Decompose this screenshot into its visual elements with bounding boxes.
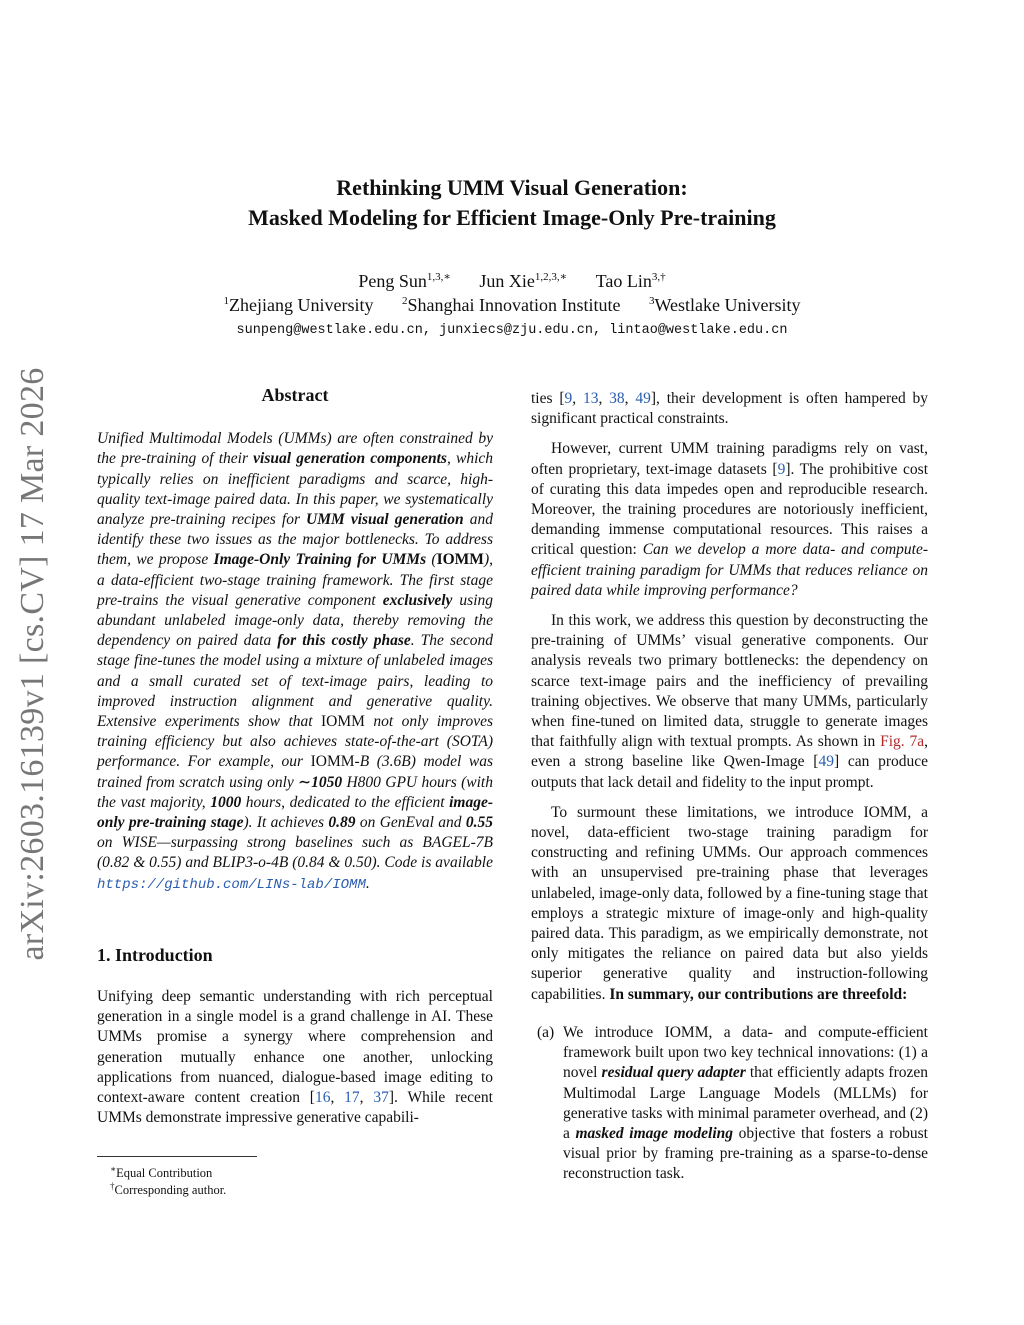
left-column bbox=[97, 385, 493, 1129]
citation-link[interactable]: 13 bbox=[582, 390, 599, 407]
research-question: Can we develop a more data- and compute-efficient training paradigm for UMMs that reduces reliance on paired data while improving performance? bbox=[531, 541, 929, 599]
figure-reference-link[interactable]: Fig. 7a bbox=[880, 733, 925, 751]
affiliation-2: $^2$Shanghai Innovation Institute bbox=[401, 295, 621, 315]
author-1: Peng Sun$^{1,3,∗}$ bbox=[358, 271, 451, 291]
intro-paragraph-3: In this work, we address this question by deconstructing the pre-training of UMMs’ visual generative components. Our analysis reveals two primary bottlenecks: the dependency on scarce text-image pairs and the inefficiency of prevailing training objectives. We observe that many UMMs, particularly when fine-tuned on limited data, struggle to generate images that faithfully align with textual prompts. As shown in Fig. 7a, even a strong baseline like Qwen-Image [49] can produce outputs that lack detail and fidelity to the input prompt. bbox=[531, 612, 929, 791]
introduction-paragraph-1: Unifying deep semantic understanding with rich perceptual generation in a single model is a grand challenge in AI. These UMMs promise a synergy where comprehension and generation mutually enhance one another, unlocking applications from nuanced, dialogue-based image editing to context-aware content creation [16, 17, 37]. While recent UMMs demonstrate impressive generative capabili- bbox=[97, 988, 493, 1127]
contribution-label: (a) bbox=[537, 1023, 555, 1041]
citation-link[interactable]: 38 bbox=[609, 390, 625, 407]
citation-link[interactable]: 49 bbox=[818, 753, 834, 771]
intro-paragraph-4: To surmount these limitations, we introduce IOMM, a novel, data-efficient two-stage training paradigm for constructing and refining UMMs. Our approach commences with an unsupervised pre-training phase that leverages unlabeled, image-only data, followed by a fine-tuning stage that employs a strategic mixture of image-only and high-quality paired data. This paradigm, as we empirically demonstrate, not only mitigates the reliance on paired data but also yields superior generative quality and instruction-following capabilities. In summary, our contributions are threefold: bbox=[531, 803, 929, 1003]
citation-link[interactable]: 9 bbox=[564, 390, 573, 407]
affiliation-1: $^1$Zhejiang University bbox=[223, 295, 374, 315]
footnote-corresponding-author: †Corresponding author. bbox=[110, 1181, 227, 1198]
abstract-heading: Abstract bbox=[261, 385, 329, 405]
contribution-item-a bbox=[531, 1023, 928, 1185]
citation-link[interactable]: 16 bbox=[314, 1089, 331, 1107]
author-emails: sunpeng@westlake.edu.cn, junxiecs@zju.edu.cn, lintao@westlake.edu.cn bbox=[236, 323, 788, 338]
footnote-equal-contribution: ∗Equal Contribution bbox=[110, 1164, 213, 1181]
paper-title-line-2: Masked Modeling for Efficient Image-Only Pre-training bbox=[248, 205, 776, 230]
citation-link[interactable]: 17 bbox=[344, 1089, 360, 1107]
right-column bbox=[531, 389, 928, 1185]
arxiv-stamp-text: arXiv:2603.16139v1 [cs.CV] 17 Mar 2026 bbox=[14, 367, 51, 961]
arxiv-stamp bbox=[8, 367, 58, 961]
intro-paragraph-2: However, current UMM training paradigms rely on vast, often proprietary, text-image datasets [9]. The prohibitive cost of curating this data impedes open and reproducible research. Moreover, the training procedures are notoriously inefficient, demanding immense computational resources. This raises a critical question: Can we develop a more data- and compute-efficient training paradigm for UMMs that reduces reliance on paired data while improving performance? bbox=[531, 440, 929, 599]
author-list bbox=[0, 270, 1024, 292]
affiliation-list bbox=[0, 295, 1024, 316]
citation-link[interactable]: 49 bbox=[635, 390, 651, 407]
citation-link[interactable]: 9 bbox=[777, 460, 786, 478]
contribution-text: We introduce IOMM, a data- and compute-efficient framework built upon two key technical innovations: (1) a novel residual query adapter that efficiently adapts frozen Multimodal Large Language Models (MLLMs) for generative tasks with minimal parameter overhead, and (2) a masked image modeling objective that fosters a robust visual prior by framing pre-training as a sparse-to-dense reconstruction task. bbox=[563, 1023, 928, 1183]
citation-link[interactable]: 37 bbox=[373, 1089, 389, 1107]
paper-title-line-1: Rethinking UMM Visual Generation: bbox=[336, 175, 688, 200]
code-repo-link[interactable]: https://github.com/LINs-lab/IOMM bbox=[97, 876, 366, 893]
abstract-body: Unified Multimodal Models (UMMs) are often constrained by the pre-training of their visual generation components, which typically relies on inefficient paradigms and scarce, high-quality text-image paired data. In this paper, we systematically analyze pre-training recipes for UMM visual generation and identify these two issues as the major bottlenecks. To address them, we propose Image-Only Training for UMMs (IOMM), a data-efficient two-stage training framework. The first stage pre-trains the visual generative component exclusively using abundant unlabeled image-only data, thereby removing the dependency on paired data for this costly phase. The second stage fine-tunes the model using a mixture of unlabeled images and a small curated set of text-image pairs, leading to improved instruction alignment and generative quality. Extensive experiments show that IOMM not only improves training efficiency but also achieves state-of-the-art (SOTA) performance. For example, our IOMM-B (3.6B) model was trained from scratch using only ∼1050 H800 GPU hours (with the vast majority, 1000 hours, dedicated to the efficient image-only pre-training stage). It achieves 0.89 on GenEval and 0.55 on WISE—surpassing strong baselines such as BAGEL-7B (0.82 & 0.55) and BLIP3-o-4B (0.84 & 0.50). Code is available https://github.com/LINs-lab/IOMM. bbox=[97, 430, 494, 893]
author-2: Jun Xie$^{1,2,3,∗}$ bbox=[479, 271, 568, 291]
footnote-rule bbox=[97, 1156, 257, 1157]
author-3: Tao Lin$^{3,\dagger}$ bbox=[595, 271, 666, 291]
intro-paragraph-1-continued: ties [9, 13, 38, 49], their development is often hampered by significant practical constraints. bbox=[531, 390, 929, 428]
introduction-heading: 1. Introduction bbox=[97, 944, 213, 965]
affiliation-3: $^3$Westlake University bbox=[648, 295, 801, 315]
